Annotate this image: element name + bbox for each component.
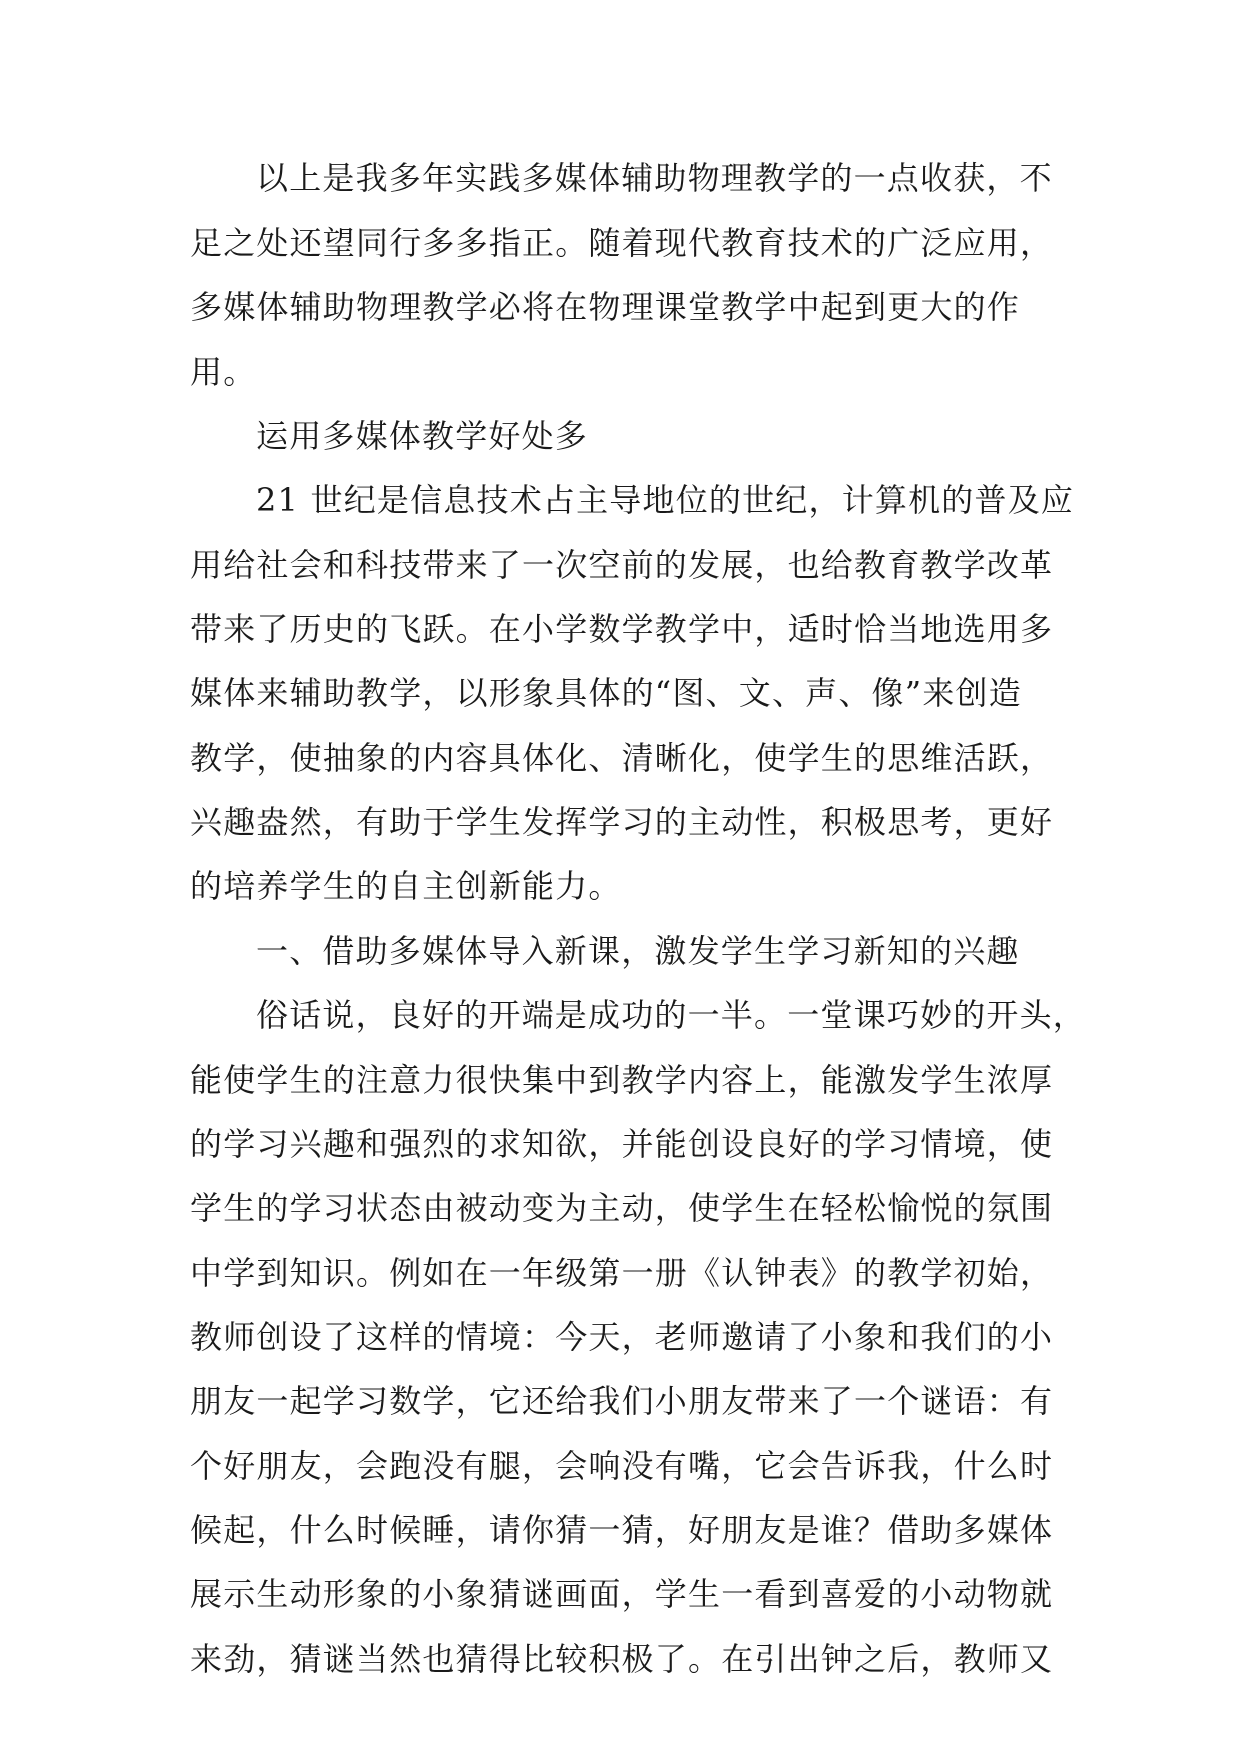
paragraph-line: 候起，什么时候睡，请你猜一猜，好朋友是谁？借助多媒体 [190, 1511, 1054, 1549]
paragraph-line: 用。 [190, 353, 257, 391]
paragraph-line: 的培养学生的自主创新能力。 [190, 867, 622, 905]
section-heading: 运用多媒体教学好处多 [256, 417, 589, 455]
paragraph-line: 多媒体辅助物理教学必将在物理课堂教学中起到更大的作 [190, 288, 1021, 326]
paragraph-line: 用给社会和科技带来了一次空前的发展，也给教育教学改革 [190, 546, 1054, 584]
paragraph-line: 21 世纪是信息技术占主导地位的世纪，计算机的普及应 [256, 481, 1075, 519]
paragraph-line: 中学到知识。例如在一年级第一册《认钟表》的教学初始， [190, 1254, 1054, 1292]
paragraph-line: 学生的学习状态由被动变为主动，使学生在轻松愉悦的氛围 [190, 1189, 1054, 1227]
paragraph-line: 媒体来辅助教学，以形象具体的“图、文、声、像”来创造 [190, 674, 1022, 712]
paragraph-line: 以上是我多年实践多媒体辅助物理教学的一点收获，不 [256, 159, 1053, 197]
paragraph-line: 兴趣盎然，有助于学生发挥学习的主动性，积极思考，更好 [190, 803, 1054, 841]
section-heading: 一、借助多媒体导入新课，激发学生学习新知的兴趣 [256, 932, 1020, 970]
paragraph-line: 展示生动形象的小象猜谜画面，学生一看到喜爱的小动物就 [190, 1575, 1054, 1613]
paragraph-line: 教师创设了这样的情境：今天，老师邀请了小象和我们的小 [190, 1318, 1054, 1356]
paragraph-line: 教学，使抽象的内容具体化、清晰化，使学生的思维活跃， [190, 739, 1054, 777]
paragraph-line: 来劲，猜谜当然也猜得比较积极了。在引出钟之后，教师又 [190, 1640, 1054, 1678]
paragraph-line: 足之处还望同行多多指正。随着现代教育技术的广泛应用， [190, 224, 1054, 262]
paragraph-line: 个好朋友，会跑没有腿，会响没有嘴，它会告诉我，什么时 [190, 1447, 1054, 1485]
paragraph-line: 俗话说，良好的开端是成功的一半。一堂课巧妙的开头， [256, 996, 1087, 1034]
paragraph-line: 朋友一起学习数学，它还给我们小朋友带来了一个谜语：有 [190, 1382, 1054, 1420]
paragraph-line: 的学习兴趣和强烈的求知欲，并能创设良好的学习情境，使 [190, 1125, 1054, 1163]
paragraph-line: 带来了历史的飞跃。在小学数学教学中，适时恰当地选用多 [190, 610, 1054, 648]
paragraph-line: 能使学生的注意力很快集中到教学内容上，能激发学生浓厚 [190, 1061, 1054, 1099]
